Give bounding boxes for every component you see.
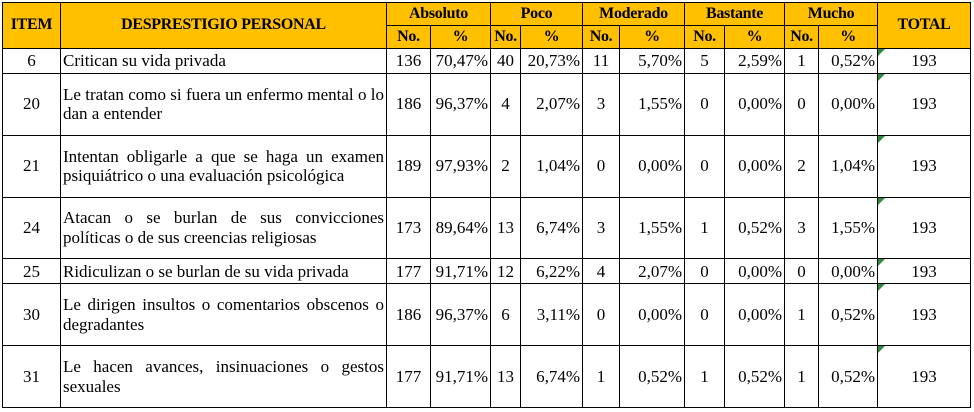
no-subheader: No.: [387, 26, 431, 49]
poco-pct: 6,74%: [521, 197, 583, 259]
moderado-pct: 0,52%: [620, 346, 685, 408]
group-header-bastante: Bastante: [685, 3, 785, 26]
total-cell: 193: [878, 346, 971, 408]
absoluto-count: 173: [387, 197, 431, 259]
item-cell: 24: [3, 197, 61, 259]
bastante-pct: 0,00%: [725, 284, 785, 346]
table-row: [3, 73, 971, 135]
mucho-pct: 1,04%: [819, 135, 878, 197]
absoluto-count: 136: [387, 49, 431, 74]
description-cell: Le hacen avances, insinuaciones o gestos sexuales: [61, 346, 387, 408]
item-cell: 31: [3, 346, 61, 408]
moderado-count: 1: [583, 346, 620, 408]
pct-subheader: %: [819, 26, 878, 49]
moderado-count: 3: [583, 197, 620, 259]
group-header-mucho: Mucho: [785, 3, 878, 26]
table-row: [3, 259, 971, 284]
item-cell: 21: [3, 135, 61, 197]
mucho-pct: 0,00%: [819, 73, 878, 135]
item-cell: 6: [3, 49, 61, 74]
total-cell: 193: [878, 284, 971, 346]
absoluto-count: 177: [387, 346, 431, 408]
pct-subheader: %: [725, 26, 785, 49]
moderado-count: 3: [583, 73, 620, 135]
mucho-pct: 0,52%: [819, 284, 878, 346]
table-row: [3, 135, 971, 197]
mucho-pct: 0,52%: [819, 49, 878, 74]
pct-subheader: %: [521, 26, 583, 49]
moderado-pct: 1,55%: [620, 197, 685, 259]
description-cell: Le dirigen insultos o comentarios obscenos o degradantes: [61, 284, 387, 346]
description-cell: Critican su vida privada: [61, 49, 387, 74]
poco-count: 13: [491, 197, 521, 259]
poco-pct: 2,07%: [521, 73, 583, 135]
poco-pct: 20,73%: [521, 49, 583, 74]
no-subheader: No.: [583, 26, 620, 49]
description-cell: Intentan obligarle a que se haga un examen psiquiátrico o una evaluación psicológica: [61, 135, 387, 197]
bastante-pct: 0,52%: [725, 346, 785, 408]
mucho-count: 1: [785, 49, 819, 74]
group-header-poco: Poco: [491, 3, 583, 26]
poco-pct: 6,74%: [521, 346, 583, 408]
mucho-count: 0: [785, 259, 819, 284]
pct-subheader: %: [431, 26, 491, 49]
item-cell: 30: [3, 284, 61, 346]
item-cell: 25: [3, 259, 61, 284]
moderado-pct: 1,55%: [620, 73, 685, 135]
bastante-pct: 0,00%: [725, 73, 785, 135]
mucho-pct: 1,55%: [819, 197, 878, 259]
table-row: [3, 284, 971, 346]
absoluto-pct: 97,93%: [431, 135, 491, 197]
poco-count: 13: [491, 346, 521, 408]
mucho-pct: 0,00%: [819, 259, 878, 284]
poco-count: 40: [491, 49, 521, 74]
mucho-count: 1: [785, 346, 819, 408]
bastante-count: 5: [685, 49, 725, 74]
description-cell: Le tratan como si fuera un enfermo mental o lo dan a entender: [61, 73, 387, 135]
absoluto-count: 186: [387, 284, 431, 346]
moderado-pct: 5,70%: [620, 49, 685, 74]
item-cell: 20: [3, 73, 61, 135]
description-cell: Atacan o se burlan de sus convicciones políticas o de sus creencias religiosas: [61, 197, 387, 259]
absoluto-pct: 91,71%: [431, 259, 491, 284]
bastante-pct: 2,59%: [725, 49, 785, 74]
poco-count: 2: [491, 135, 521, 197]
total-cell: 193: [878, 197, 971, 259]
bastante-count: 0: [685, 73, 725, 135]
moderado-count: 0: [583, 284, 620, 346]
bastante-count: 0: [685, 135, 725, 197]
absoluto-pct: 70,47%: [431, 49, 491, 74]
group-header-absoluto: Absoluto: [387, 3, 491, 26]
bastante-pct: 0,00%: [725, 259, 785, 284]
mucho-count: 3: [785, 197, 819, 259]
absoluto-count: 189: [387, 135, 431, 197]
poco-count: 4: [491, 73, 521, 135]
mucho-count: 1: [785, 284, 819, 346]
absoluto-count: 177: [387, 259, 431, 284]
absoluto-pct: 96,37%: [431, 73, 491, 135]
mucho-pct: 0,52%: [819, 346, 878, 408]
poco-count: 6: [491, 284, 521, 346]
description-cell: Ridiculizan o se burlan de su vida privada: [61, 259, 387, 284]
bastante-pct: 0,00%: [725, 135, 785, 197]
moderado-count: 0: [583, 135, 620, 197]
absoluto-count: 186: [387, 73, 431, 135]
total-header: TOTAL: [878, 3, 971, 49]
poco-count: 12: [491, 259, 521, 284]
table-row: [3, 197, 971, 259]
bastante-count: 0: [685, 284, 725, 346]
table-row: [3, 346, 971, 408]
item-header: ITEM: [3, 3, 61, 49]
bastante-count: 0: [685, 259, 725, 284]
moderado-count: 11: [583, 49, 620, 74]
total-cell: 193: [878, 135, 971, 197]
absoluto-pct: 89,64%: [431, 197, 491, 259]
moderado-pct: 0,00%: [620, 135, 685, 197]
bastante-count: 1: [685, 346, 725, 408]
no-subheader: No.: [685, 26, 725, 49]
moderado-count: 4: [583, 259, 620, 284]
no-subheader: No.: [491, 26, 521, 49]
bastante-count: 1: [685, 197, 725, 259]
group-header-moderado: Moderado: [583, 3, 685, 26]
total-cell: 193: [878, 259, 971, 284]
mucho-count: 2: [785, 135, 819, 197]
pct-subheader: %: [620, 26, 685, 49]
moderado-pct: 2,07%: [620, 259, 685, 284]
absoluto-pct: 96,37%: [431, 284, 491, 346]
total-cell: 193: [878, 49, 971, 74]
bastante-pct: 0,52%: [725, 197, 785, 259]
desprestigio-table: [2, 2, 971, 408]
title-header: DESPRESTIGIO PERSONAL: [61, 3, 387, 49]
absoluto-pct: 91,71%: [431, 346, 491, 408]
moderado-pct: 0,00%: [620, 284, 685, 346]
poco-pct: 3,11%: [521, 284, 583, 346]
total-cell: 193: [878, 73, 971, 135]
poco-pct: 1,04%: [521, 135, 583, 197]
no-subheader: No.: [785, 26, 819, 49]
mucho-count: 0: [785, 73, 819, 135]
table-row: [3, 49, 971, 74]
poco-pct: 6,22%: [521, 259, 583, 284]
